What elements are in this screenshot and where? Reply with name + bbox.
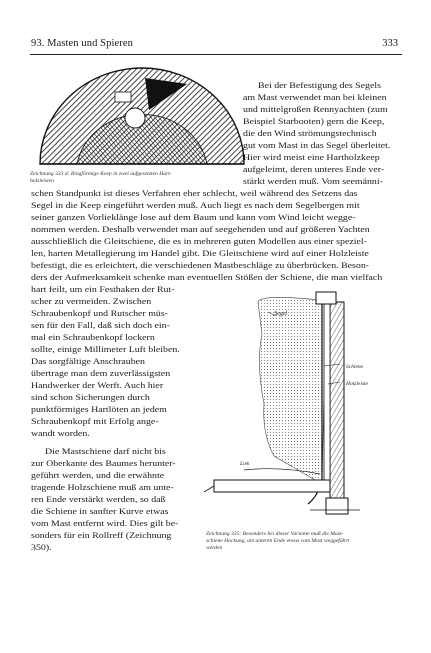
label-holzleiste: Holzleiste [346,381,368,387]
caption-line: werden [206,545,223,551]
text-line: Schraubenkopf und Rutscher müs- [31,308,168,318]
text-line: Beispiel Starbooten) gern die Keep, [243,116,385,126]
text-line: 350). [31,542,52,552]
label-liek: Liek [240,461,250,467]
text-line: aufgeleimt, deren unteres Ende ver- [243,164,385,174]
figure-caption-lower [206,531,349,552]
text-line: scher zu vermeiden. Zwischen [31,296,152,306]
text-line: Schraubenkopf mit Erfolg ange- [31,416,159,426]
figure-mast-track [200,284,404,528]
text-line: Das sorgfältige Anschrauben [31,356,145,366]
label-schiene: Schiene [346,364,364,370]
text-line: ders der Aufmerksamkeit schenke man eventuellen Stößen der Schiene, die man vielfach [31,272,383,282]
page-number: 333 [382,38,398,49]
text-line: übertrage man dem zuverlässigsten [31,368,171,378]
text-line: am Mast verwendet man bei kleinen [243,92,387,102]
figure-caption-upper [30,171,172,185]
text-line: ausschließlich die Gleitschiene, die es in mehreren guten Modellen aus einer speziel- [31,236,367,246]
text-line: hart feilt, um ein Festhaken der Rut- [31,284,175,294]
text-line: befestigt, die es erleichtert, die verschiedenen Mastbeschläge zu überbrücken. Beson- [31,260,370,270]
caption-line: Zeichnung 335: Besonders bei dieser Variante muß die Mast- [206,531,344,537]
header-rule [30,54,402,55]
text-line: Die Mastschiene darf nicht bis [45,446,166,456]
text-line: und mittelgroßen Rennyachten (zum [243,104,388,114]
running-header-title: 93. Masten und Spieren [31,38,133,49]
text-line: sonders für ein Rollreff (Zeichnung [31,530,172,540]
text-line: wandt worden. [31,428,90,438]
text-line: zur Oberkante des Baumes herunter- [31,458,176,468]
text-line: geführt werden, und die erwähnte [31,470,165,480]
caption-line: Zeichnung 333 d: Ringförmige Keep in zwei aufgesetzten Hart- [30,171,172,177]
text-line: stärkt werden muß. Vom seemänni- [243,176,383,186]
caption-line: holzleisten [30,178,54,184]
text-line: seiner ganzen Vorlieklänge lose auf dem Baum und kann vom Wind leicht wegge- [31,212,356,222]
text-line: mal ein Schraubenkopf lockern [31,332,155,342]
text-line: Bei der Befestigung des Segels [258,80,381,90]
text-line: sen für den Fall, daß sich doch ein- [31,320,170,330]
caption-line: schiene Hockung, am unteren Ende etwas vom Mast weggeführt [206,538,350,544]
text-line: die den Wind strömungstechnisch [243,128,377,138]
text-line: ren Ende verstärkt werden, so daß [31,494,166,504]
text-line: schen Standpunkt ist dieses Verfahren eher schlecht, weil während des Setzens das [31,188,358,198]
text-line: Handwerker der Werft. Auch hier [31,380,164,390]
label-segel: Segel [274,311,287,317]
figure-ring-keep [37,66,247,166]
text-line: punktförmiges Hartlöten an jedem [31,404,167,414]
text-line: Hier wird meist eine Hartholzkeep [243,152,380,162]
text-line: vom Mast entfernt wird. Dies gilt be- [31,518,179,528]
text-line: Segel in die Keep eingeführt werden muß. Auch liegt es nach dem Segelbergen mit [31,200,360,210]
text-line: len, harten Metallegierung im Handel gibt. Die Gleitschiene wird auf einer Holzleiste [31,248,369,258]
text-line: sollte, einige Millimeter Luft bleiben. [31,344,180,354]
text-line: nommen werden. Deshalb verwendet man auf seegehenden und auf größeren Yachten [31,224,370,234]
text-line: sind schon Sicherungen durch [31,392,150,402]
text-line: gut vom Mast in das Segel überleitet. [243,140,391,150]
text-line: die Schiene in sanfter Kurve etwas [31,506,169,516]
text-line: tragende Holzschiene muß am unte- [31,482,174,492]
